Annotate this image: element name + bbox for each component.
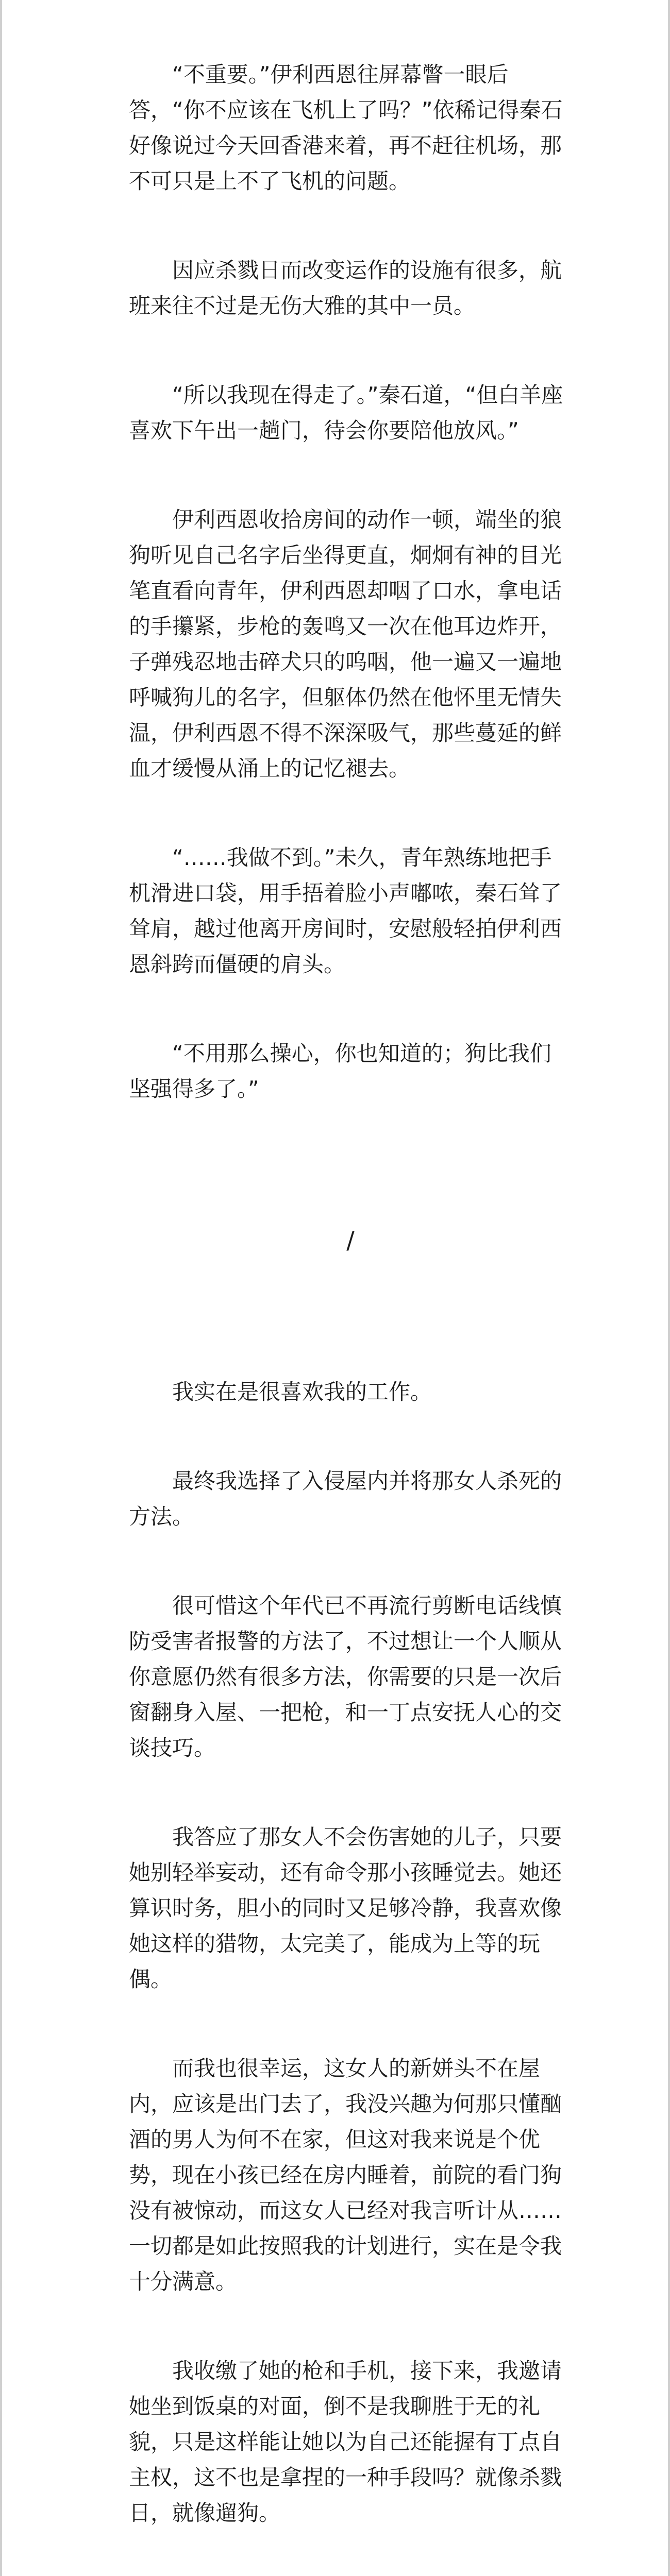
paragraph: “不用那么操心，你也知道的；狗比我们坚强得多了。”	[129, 1041, 551, 1101]
section-divider: /	[346, 1226, 355, 1254]
paragraph: 我实在是很喜欢我的工作。	[172, 1379, 432, 1404]
paragraph: 而我也很幸运，这女人的新姘头不在屋内，应该是出门去了，我没兴趣为何那只懂酗酒的男人为何不在家，但这对我来说是个优势，现在小孩已经在房内睡着，前院的看门狗没有被惊动，而这女人已经对我言听计从……一切都是如此按照我的计划进行，实在是令我十分满意。	[129, 2056, 562, 2294]
paragraph: 伊利西恩收拾房间的动作一顿，端坐的狼狗听见自己名字后坐得更直，炯炯有神的目光笔直看向青年，伊利西恩却咽了口水，拿电话的手攥紧，步枪的轰鸣又一次在他耳边炸开，子弹残忍地击碎犬只的呜咽，他一遍又一遍地呼喊狗儿的名字，但躯体仍然在他怀里无情失温，伊利西恩不得不深深吸气，那些蔓延的鲜血才缓慢从涌上的记忆褪去。	[129, 507, 562, 781]
paragraph: 因应杀戮日而改变运作的设施有很多，航班来往不过是无伤大雅的其中一员。	[129, 258, 562, 318]
paragraph: 我收缴了她的枪和手机，接下来，我邀请她坐到饭桌的对面，倒不是我聊胜于无的礼貌，只是这样能让她以为自己还能握有丁点自主权，这不也是拿捏的一种手段吗？就像杀戮日，就像遛狗。	[129, 2358, 562, 2526]
paragraph: 很可惜这个年代已不再流行剪断电话线慎防受害者报警的方法了，不过想让一个人顺从你意愿仍然有很多方法，你需要的只是一次后窗翻身入屋、一把枪，和一丁点安抚人心的交谈技巧。	[129, 1593, 562, 1760]
paragraph: 我答应了那女人不会伤害她的儿子，只要她别轻举妄动，还有命令那小孩睡觉去。她还算识时务，胆小的同时又足够冷静，我喜欢像她这样的猎物，太完美了，能成为上等的玩偶。	[129, 1824, 562, 1992]
paragraph: “……我做不到。”未久，青年熟练地把手机滑进口袋，用手捂着脸小声嘟哝，秦石耸了耸肩，越过他离开房间时，安慰般轻拍伊利西恩斜跨而僵硬的肩头。	[129, 845, 562, 977]
document-body	[129, 57, 572, 2576]
paragraph: 最终我选择了入侵屋内并将那女人杀死的方法。	[129, 1468, 562, 1529]
paragraph: “所以我现在得走了。”秦石道，“但白羊座喜欢下午出一趟门，待会你要陪他放风。”	[129, 382, 563, 443]
paragraph: “不重要。”伊利西恩往屏幕瞥一眼后答，“你不应该在飞机上了吗？”依稀记得秦石好像说过今天回香港来着，再不赶往机场，那不可只是上不了飞机的问题。	[129, 62, 563, 194]
